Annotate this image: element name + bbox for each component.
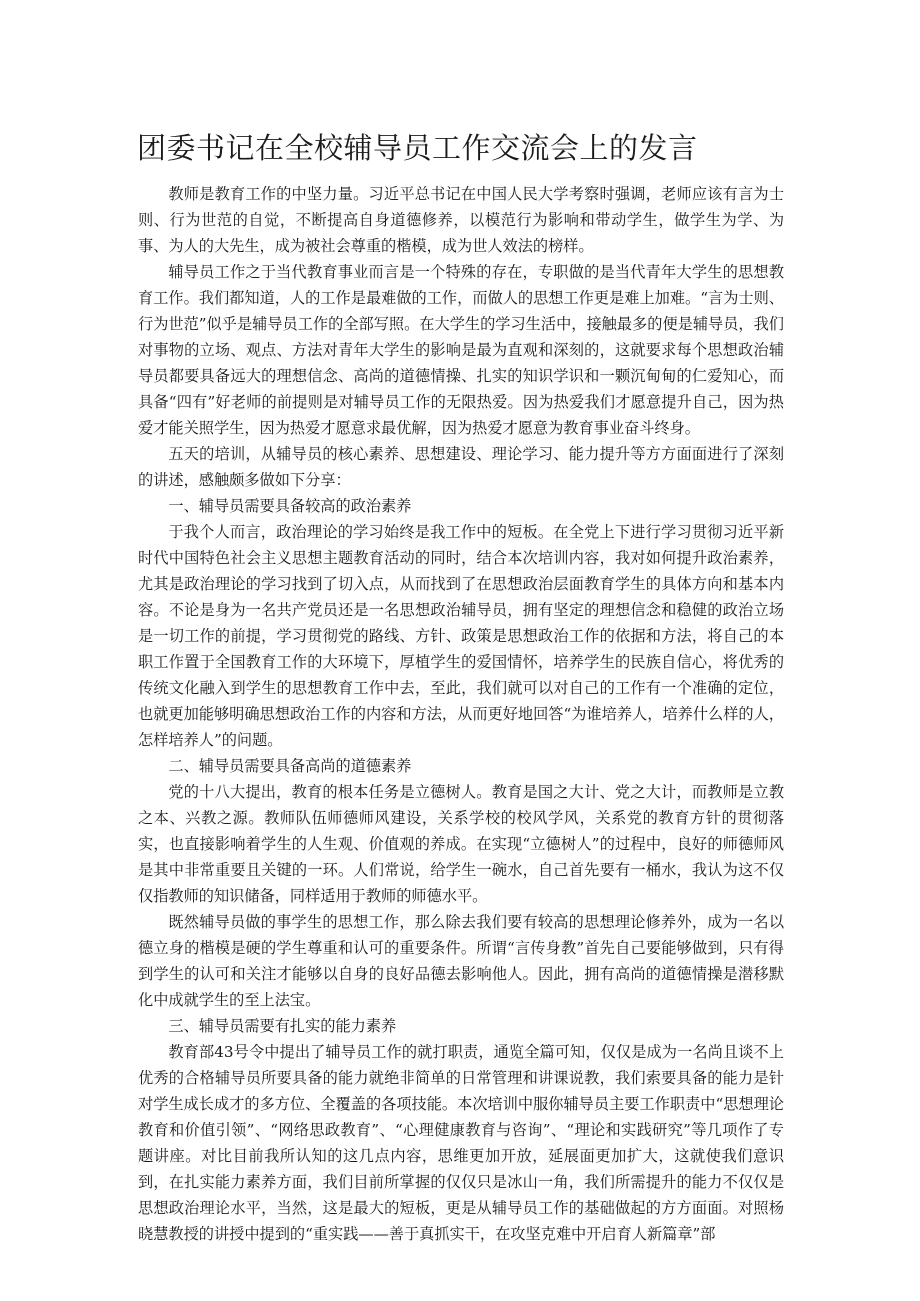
paragraph: 既然辅导员做的事学生的思想工作，那么除去我们要有较高的思想理论修养外，成为一名以德立身的楷模是硬的学生尊重和认可的重要条件。所谓“言传身教”首先自己要能够做到，只有得到学生的认可和关注才能够以自身的良好品德去影响他人。因此，拥有高尚的道德情操是潜移默化中成就学生的至上法宝。 (138, 913, 784, 1009)
paragraph: 辅导员工作之于当代教育事业而言是一个特殊的存在，专职做的是当代青年大学生的思想教育工作。我们都知道，人的工作是最难做的工作，而做人的思想工作更是难上加难。“言为士则、行为世范”似乎是辅导员工作的全部写照。在大学生的学习生活中，接触最多的便是辅导员，我们对事物的立场、观点、方法对青年大学生的影响是最为直观和深刻的，这就要求每个思想政治辅导员都要具备远大的理想信念、高尚的道德情操、扎实的知识学识和一颗沉甸甸的仁爱知心，而具备“四有”好老师的前提则是对辅导员工作的无限热爱。因为热爱我们才愿意提升自己，因为热爱才能关照学生，因为热爱才愿意求最优解，因为热爱才愿意为教育事业奋斗终身。 (138, 263, 784, 437)
paragraph: 于我个人而言，政治理论的学习始终是我工作中的短板。在全党上下进行学习贯彻习近平新时代中国特色社会主义思想主题教育活动的同时，结合本次培训内容，我对如何提升政治素养，尤其是政治理论的学习找到了切入点，从而找到了在思想政治层面教育学生的具体方向和基本内容。不论是身为一名共产党员还是一名思想政治辅导员，拥有坚定的理想信念和稳健的政治立场是一切工作的前提，学习贯彻党的路线、方针、政策是思想政治工作的依据和方法，将自己的本职工作置于全国教育工作的大环境下，厚植学生的爱国情怀，培养学生的民族自信心，将优秀的传统文化融入到学生的思想教育工作中去，至此，我们就可以对自己的工作有一个准确的定位，也就更加能够明确思想政治工作的内容和方法，从而更好地回答“为谁培养人，培养什么样的人，怎样培养人”的问题。 (138, 523, 784, 749)
paragraph: 五天的培训，从辅导员的核心素养、思想建设、理论学习、能力提升等方方面面进行了深刻的讲述，感触颇多做如下分享： (138, 445, 784, 489)
document-body (138, 181, 784, 1247)
paragraph: 党的十八大提出，教育的根本任务是立德树人。教育是国之大计、党之大计，而教师是立教之本、兴教之源。教师队伍师德师风建设，关系学校的校风学风，关系党的教育方针的贯彻落实，也直接影响着学生的人生观、价值观的养成。在实现“立德树人”的过程中，良好的师德师风是其中非常重要且关键的一环。人们常说，给学生一碗水，自己首先要有一桶水，我认为这不仅仅指教师的知识储备，同样适用于教师的师德水平。 (138, 783, 784, 905)
section-heading: 二、辅导员需要具备高尚的道德素养 (168, 757, 412, 775)
paragraph: 教育部43号令中提出了辅导员工作的就打职责，通览全篇可知，仅仅是成为一名尚且谈不上优秀的合格辅导员所要具备的能力就绝非简单的日常管理和讲课说教，我们索要具备的能力是针对学生成长成才的多方位、全覆盖的各项技能。本次培训中服你辅导员主要工作职责中“思想理论教育和价值引领”、“网络思政教育”、“心理健康教育与咨询”、“理论和实践研究”等几项作了专题讲座。对比目前我所认知的这几点内容，思维更加开放，延展面更加扩大，这就使我们意识到，在扎实能力素养方面，我们目前所掌握的仅仅只是冰山一角，我们所需提升的能力不仅仅是思想政治理论水平，当然，这是最大的短板，更是从辅导员工作的基础做起的方方面面。对照杨晓慧教授的讲授中提到的“重实践——善于真抓实干，在攻坚克难中开启育人新篇章”部 (138, 1043, 784, 1243)
document-title: 团委书记在全校辅导员工作交流会上的发言 (137, 131, 698, 165)
paragraph: 教师是教育工作的中坚力量。习近平总书记在中国人民大学考察时强调，老师应该有言为士则、行为世范的自觉，不断提高自身道德修养，以模范行为影响和带动学生，做学生为学、为事、为人的大先生，成为被社会尊重的楷模，成为世人效法的榜样。 (138, 185, 784, 255)
section-heading: 一、辅导员需要具备较高的政治素养 (168, 497, 412, 515)
section-heading: 三、辅导员需要有扎实的能力素养 (168, 1017, 397, 1035)
